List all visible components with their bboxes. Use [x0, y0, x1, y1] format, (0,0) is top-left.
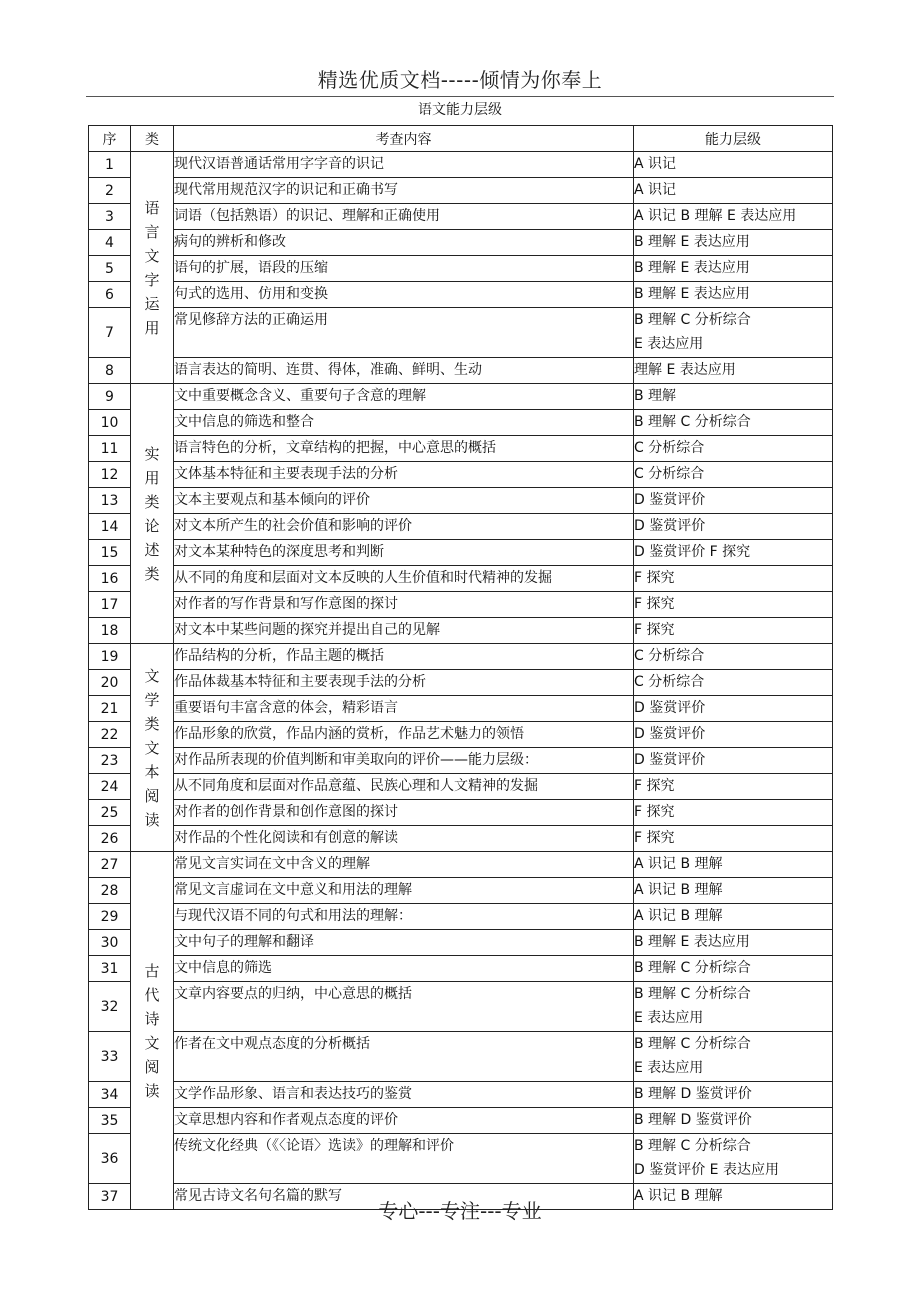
level-line: E 表达应用 [634, 1010, 704, 1026]
level-cell [634, 826, 833, 852]
content-cell: 对文本中某些问题的探究并提出自己的见解 [174, 618, 634, 644]
level-cell [634, 282, 833, 308]
table-row [89, 256, 833, 282]
table-row [89, 852, 833, 878]
row-number: 29 [89, 904, 131, 930]
level-cell [634, 748, 833, 774]
level-cell [634, 566, 833, 592]
content-cell: 语言特色的分析，文章结构的把握，中心意思的概括 [174, 436, 634, 462]
table-row [89, 826, 833, 852]
table-row [89, 1082, 833, 1108]
row-number: 10 [89, 410, 131, 436]
level-line: 理解 E 表达应用 [634, 362, 736, 378]
table-row [89, 748, 833, 774]
table-row [89, 436, 833, 462]
level-line: F 探究 [634, 596, 675, 612]
table-row [89, 670, 833, 696]
table-row [89, 774, 833, 800]
level-cell [634, 618, 833, 644]
table-row [89, 592, 833, 618]
content-cell: 对作者的写作背景和写作意图的探讨 [174, 592, 634, 618]
content-cell: 作品结构的分析，作品主题的概括 [174, 644, 634, 670]
row-number: 28 [89, 878, 131, 904]
content-cell: 对作品的个性化阅读和有创意的解读 [174, 826, 634, 852]
content-cell: 对文本所产生的社会价值和影响的评价 [174, 514, 634, 540]
category-label: 古代诗文阅读 [144, 961, 160, 1100]
content-cell: 传统文化经典（《〈论语〉选读》的理解和评价 [174, 1134, 634, 1184]
content-cell: 文中信息的筛选和整合 [174, 410, 634, 436]
level-cell [634, 852, 833, 878]
level-cell [634, 514, 833, 540]
row-number: 27 [89, 852, 131, 878]
level-cell [634, 436, 833, 462]
row-number: 18 [89, 618, 131, 644]
row-number: 9 [89, 384, 131, 410]
level-line: A 识记 B 理解 [634, 882, 723, 898]
table-row [89, 410, 833, 436]
row-number: 4 [89, 230, 131, 256]
content-cell: 文中句子的理解和翻译 [174, 930, 634, 956]
level-cell [634, 540, 833, 566]
row-number: 25 [89, 800, 131, 826]
content-cell: 文本主要观点和基本倾向的评价 [174, 488, 634, 514]
table-row [89, 230, 833, 256]
content-cell: 文中信息的筛选 [174, 956, 634, 982]
row-number: 35 [89, 1108, 131, 1134]
level-cell [634, 256, 833, 282]
row-number: 23 [89, 748, 131, 774]
level-cell [634, 1032, 833, 1082]
row-number: 1 [89, 152, 131, 178]
table-row [89, 358, 833, 384]
level-line: B 理解 E 表达应用 [634, 260, 750, 276]
level-line: C 分析综合 [634, 440, 705, 456]
level-line: D 鉴赏评价 [634, 752, 706, 768]
level-line: E 表达应用 [634, 1060, 704, 1076]
table-row [89, 178, 833, 204]
level-line: E 表达应用 [634, 336, 704, 352]
level-line: D 鉴赏评价 [634, 726, 706, 742]
content-cell: 现代常用规范汉字的识记和正确书写 [174, 178, 634, 204]
level-cell [634, 410, 833, 436]
table-body [89, 152, 833, 1210]
content-cell: 重要语句丰富含意的体会，精彩语言 [174, 696, 634, 722]
category-cell [131, 644, 174, 852]
level-line: F 探究 [634, 778, 675, 794]
level-line: A 识记 B 理解 [634, 856, 723, 872]
level-cell [634, 308, 833, 358]
table-row [89, 462, 833, 488]
table-header-row [89, 126, 833, 152]
row-number: 11 [89, 436, 131, 462]
row-number: 14 [89, 514, 131, 540]
level-line: B 理解 C 分析综合 [634, 1138, 751, 1154]
content-cell: 作品形象的欣赏，作品内涵的赏析，作品艺术魅力的领悟 [174, 722, 634, 748]
level-cell [634, 800, 833, 826]
level-cell [634, 1108, 833, 1134]
row-number: 21 [89, 696, 131, 722]
level-cell [634, 204, 833, 230]
level-line: C 分析综合 [634, 674, 705, 690]
page-header-title: 精选优质文档-----倾情为你奉上 [317, 68, 603, 92]
level-line: D 鉴赏评价 [634, 700, 706, 716]
level-line: C 分析综合 [634, 466, 705, 482]
content-cell: 文章思想内容和作者观点态度的评价 [174, 1108, 634, 1134]
level-line: F 探究 [634, 622, 675, 638]
category-label: 实用类论述类 [144, 444, 160, 583]
content-cell: 文中重要概念含义、重要句子含意的理解 [174, 384, 634, 410]
table-row [89, 696, 833, 722]
level-line: B 理解 C 分析综合 [634, 986, 751, 1002]
row-number: 33 [89, 1032, 131, 1082]
table-row [89, 152, 833, 178]
content-cell: 常见修辞方法的正确运用 [174, 308, 634, 358]
category-cell [131, 852, 174, 1210]
content-cell: 与现代汉语不同的句式和用法的理解： [174, 904, 634, 930]
table-row [89, 722, 833, 748]
table-row [89, 618, 833, 644]
table-row [89, 930, 833, 956]
level-cell [634, 878, 833, 904]
ability-level-table [88, 125, 833, 1210]
content-cell: 词语（包括熟语）的识记、理解和正确使用 [174, 204, 634, 230]
table-row [89, 488, 833, 514]
table-row [89, 644, 833, 670]
level-line: A 识记 B 理解 [634, 908, 723, 924]
row-number: 12 [89, 462, 131, 488]
table-row [89, 982, 833, 1032]
column-header-content: 考查内容 [174, 126, 634, 152]
content-cell: 现代汉语普通话常用字字音的识记 [174, 152, 634, 178]
content-cell: 语言表达的简明、连贯、得体，准确、鲜明、生动 [174, 358, 634, 384]
content-cell: 从不同角度和层面对作品意蕴、民族心理和人文精神的发掘 [174, 774, 634, 800]
level-cell [634, 904, 833, 930]
level-line: D 鉴赏评价 E 表达应用 [634, 1162, 779, 1178]
level-cell [634, 696, 833, 722]
category-cell [131, 152, 174, 384]
content-cell: 文学作品形象、语言和表达技巧的鉴赏 [174, 1082, 634, 1108]
column-header-number: 序 [89, 126, 131, 152]
content-cell: 常见文言实词在文中含义的理解 [174, 852, 634, 878]
level-cell [634, 1134, 833, 1184]
level-cell [634, 670, 833, 696]
table-row [89, 308, 833, 358]
table-row [89, 204, 833, 230]
level-line: C 分析综合 [634, 648, 705, 664]
content-cell: 文章内容要点的归纳，中心意思的概括 [174, 982, 634, 1032]
content-cell: 作品体裁基本特征和主要表现手法的分析 [174, 670, 634, 696]
level-line: F 探究 [634, 570, 675, 586]
row-number: 26 [89, 826, 131, 852]
level-cell [634, 1082, 833, 1108]
row-number: 7 [89, 308, 131, 358]
content-cell: 语句的扩展，语段的压缩 [174, 256, 634, 282]
row-number: 17 [89, 592, 131, 618]
level-line: B 理解 [634, 388, 677, 404]
level-line: A 识记 [634, 156, 677, 172]
table-row [89, 1108, 833, 1134]
table-row [89, 904, 833, 930]
level-cell [634, 774, 833, 800]
row-number: 3 [89, 204, 131, 230]
category-label: 语言文字运用 [144, 198, 160, 337]
level-line: B 理解 C 分析综合 [634, 1036, 751, 1052]
level-cell [634, 956, 833, 982]
content-cell: 对作者的创作背景和创作意图的探讨 [174, 800, 634, 826]
content-cell: 从不同的角度和层面对文本反映的人生价值和时代精神的发掘 [174, 566, 634, 592]
table-row [89, 514, 833, 540]
level-line: B 理解 D 鉴赏评价 [634, 1112, 752, 1128]
row-number: 13 [89, 488, 131, 514]
row-number: 19 [89, 644, 131, 670]
level-line: F 探究 [634, 830, 675, 846]
level-cell [634, 930, 833, 956]
content-cell: 作者在文中观点态度的分析概括 [174, 1032, 634, 1082]
content-cell: 病句的辨析和修改 [174, 230, 634, 256]
row-number: 32 [89, 982, 131, 1032]
level-line: B 理解 E 表达应用 [634, 234, 750, 250]
content-cell: 对作品所表现的价值判断和审美取向的评价——能力层级： [174, 748, 634, 774]
row-number: 37 [89, 1184, 131, 1210]
level-line: A 识记 B 理解 [634, 1188, 723, 1204]
row-number: 34 [89, 1082, 131, 1108]
level-line: A 识记 [634, 182, 677, 198]
table-row [89, 540, 833, 566]
row-number: 2 [89, 178, 131, 204]
row-number: 36 [89, 1134, 131, 1184]
content-cell: 常见文言虚词在文中意义和用法的理解 [174, 878, 634, 904]
level-line: B 理解 E 表达应用 [634, 934, 750, 950]
row-number: 5 [89, 256, 131, 282]
level-line: B 理解 E 表达应用 [634, 286, 750, 302]
level-line: B 理解 C 分析综合 [634, 960, 751, 976]
table-row [89, 956, 833, 982]
level-line: B 理解 C 分析综合 [634, 414, 751, 430]
level-line: A 识记 B 理解 E 表达应用 [634, 208, 797, 224]
page-footer: 专心---专注---专业 [378, 1199, 542, 1223]
level-cell [634, 152, 833, 178]
column-header-category: 类 [131, 126, 174, 152]
row-number: 16 [89, 566, 131, 592]
level-line: B 理解 C 分析综合 [634, 312, 751, 328]
level-line: D 鉴赏评价 [634, 518, 706, 534]
level-cell [634, 644, 833, 670]
level-cell [634, 982, 833, 1032]
content-cell: 常见古诗文名句名篇的默写 [174, 1184, 634, 1210]
row-number: 8 [89, 358, 131, 384]
level-line: D 鉴赏评价 [634, 492, 706, 508]
header-divider [86, 96, 834, 97]
content-cell: 句式的选用、仿用和变换 [174, 282, 634, 308]
row-number: 24 [89, 774, 131, 800]
content-cell: 对文本某种特色的深度思考和判断 [174, 540, 634, 566]
table-row [89, 566, 833, 592]
category-cell [131, 384, 174, 644]
category-label: 文学类文本阅读 [144, 666, 160, 829]
table-row [89, 1032, 833, 1082]
level-cell [634, 178, 833, 204]
level-cell [634, 592, 833, 618]
level-cell [634, 358, 833, 384]
level-cell [634, 384, 833, 410]
level-cell [634, 462, 833, 488]
level-cell [634, 722, 833, 748]
table-row [89, 800, 833, 826]
table-row [89, 1134, 833, 1184]
row-number: 31 [89, 956, 131, 982]
content-cell: 文体基本特征和主要表现手法的分析 [174, 462, 634, 488]
row-number: 30 [89, 930, 131, 956]
table-row [89, 282, 833, 308]
column-header-level: 能力层级 [634, 126, 833, 152]
table-row [89, 384, 833, 410]
level-cell [634, 488, 833, 514]
level-line: F 探究 [634, 804, 675, 820]
level-line: D 鉴赏评价 F 探究 [634, 544, 751, 560]
table-row [89, 878, 833, 904]
document-title: 语文能力层级 [418, 102, 502, 118]
row-number: 15 [89, 540, 131, 566]
row-number: 22 [89, 722, 131, 748]
row-number: 6 [89, 282, 131, 308]
level-line: B 理解 D 鉴赏评价 [634, 1086, 752, 1102]
level-cell [634, 230, 833, 256]
row-number: 20 [89, 670, 131, 696]
